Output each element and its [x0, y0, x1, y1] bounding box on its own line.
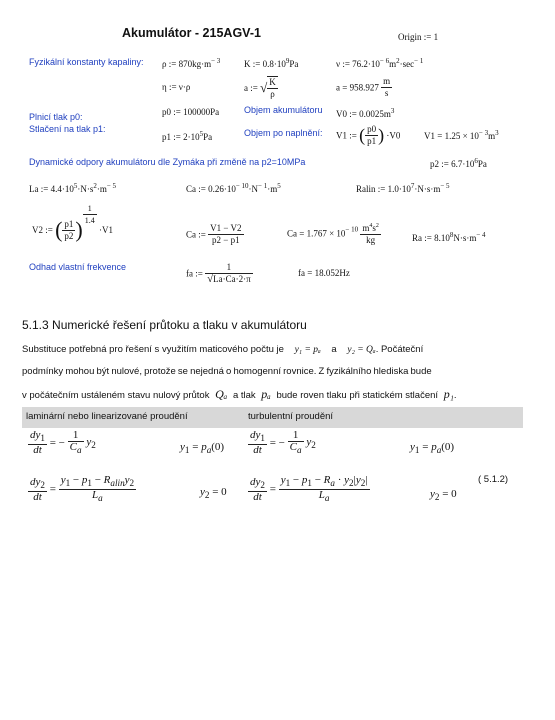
- equation-turbulent-2: $\frac{dy_2}{dt}$ = $\frac{y_1 - p_1 - R_a \cdot y_2|y_2|}{L_a}$: [250, 474, 368, 504]
- table-col-turbulent: turbulentní proudění: [248, 411, 334, 422]
- equation-number: ( 5.1.2): [478, 474, 509, 485]
- constants-label: Fyzikální konstanty kapaliny:: [29, 57, 144, 67]
- ralin-def: Ralin := $1.0\cdot 10^7\cdot N\cdot s\cdot m^{- 5}$: [356, 182, 450, 194]
- la-def: La := $4.4\cdot 10^5\cdot N\cdot s^2\cdot m^{- 5}$: [29, 182, 117, 194]
- a-value: a = 958.927 $\frac{m}{s}$: [336, 76, 391, 98]
- equation-laminar-1: $\frac{dy_1}{dt}$ = − $\frac{1}{C_a}$ $y_2$: [30, 429, 96, 457]
- ca2-def: Ca := $\frac{V1 - V2}{p2 - p1}$: [186, 223, 242, 245]
- p0-def: p0 := 100000Pa: [162, 107, 220, 117]
- section-heading: 5.1.3 Numerické řešení průtoku a tlaku v akumulátoru: [22, 318, 307, 332]
- v0-def: V0 := $0.0025m^3$: [336, 107, 395, 119]
- v1-value: $V1 = 1.25 \times 10^{- 3}m^3$: [424, 129, 499, 141]
- nu-def: ν := $76.2\cdot 10^{- 6}m^2\cdot\sec^{- 1}$: [336, 57, 424, 69]
- v2-def: V2 := ( $\frac{p1}{p2}$ ) $\frac{1}{1.4}$ ·V1: [32, 204, 113, 242]
- eta-def: η := ν·ρ: [162, 82, 191, 92]
- ca-value: $Ca = 1.767 \times 10^{- 10}$ $\frac{m^4s^2}{kg}$: [287, 223, 379, 245]
- v1-def: V1 := ( $\frac{p0}{p1}$ ) ·V0: [336, 124, 401, 146]
- p1-def: p1 := $2\cdot 10^5Pa$: [162, 130, 213, 142]
- paragraph-line-1: Substituce potřebná pro řešení s využitím maticového počtu je y₁ = pₐ a y₂ = Qₐ. Počáteční: [22, 344, 424, 355]
- v0-label: Objem akumulátoru: [244, 105, 323, 115]
- ra-def: Ra := $8.10^8N\cdot s\cdot m^{- 4}$: [412, 231, 486, 243]
- equation-turbulent-init-1: $y_1 = p_a(0)$: [410, 441, 455, 456]
- table-col-laminar: laminární nebo linearizované proudění: [26, 411, 188, 422]
- v1-label: Objem po naplnění:: [244, 128, 323, 138]
- rho-def: ρ := $870kg\cdot m^{- 3}$: [162, 57, 221, 69]
- equation-laminar-init-1: $y_1 = p_a(0)$: [180, 441, 225, 456]
- origin-setting: Origin := 1: [398, 32, 439, 42]
- resistance-label: Dynamické odpory akumulátoru dle Zymáka při změně na p2=10MPa: [29, 157, 306, 167]
- equation-turbulent-1: $\frac{dy_1}{dt}$ = − $\frac{1}{C_a}$ $y_2$: [250, 429, 316, 457]
- ca-def: Ca := $0.26\cdot 10^{- 10}\cdot N^{- 1}\cdot m^5$: [186, 182, 281, 194]
- equation-laminar-2: $\frac{dy_2}{dt}$ = $\frac{y_1 - p_1 - R_{alin}y_2}{L_a}$: [30, 474, 135, 504]
- paragraph-line-3: v počátečním ustáleném stavu nulový průtok Qₐ a tlak pₐ bude roven tlaku při statickém stlačení p₁.: [22, 387, 457, 401]
- p2-def: p2 := $6.7\cdot 10^6Pa$: [430, 157, 487, 169]
- fa-def: fa := $\frac{1}{√La\cdot Ca\cdot 2\cdot\pi}$: [186, 262, 251, 285]
- a-def: a := √ $\frac{K}{\rho}$: [244, 77, 276, 99]
- p0-label: Plnicí tlak p0:: [29, 112, 83, 122]
- p1-label: Stlačení na tlak p1:: [29, 124, 106, 134]
- fa-value: fa = 18.052Hz: [298, 268, 350, 278]
- page-title: Akumulátor - 215AGV-1: [122, 26, 261, 40]
- frequency-label: Odhad vlastní frekvence: [29, 262, 127, 272]
- paragraph-line-2: podmínky mohou být nulové, protože se nejedná o homogenní rovnice. Z fyzikálního hlediska bude: [22, 366, 432, 377]
- equation-laminar-init-2: $y_2 = 0$: [200, 486, 227, 501]
- equation-turbulent-init-2: $y_2 = 0$: [430, 488, 457, 503]
- k-def: K := $0.8\cdot 10^9Pa$: [244, 57, 299, 69]
